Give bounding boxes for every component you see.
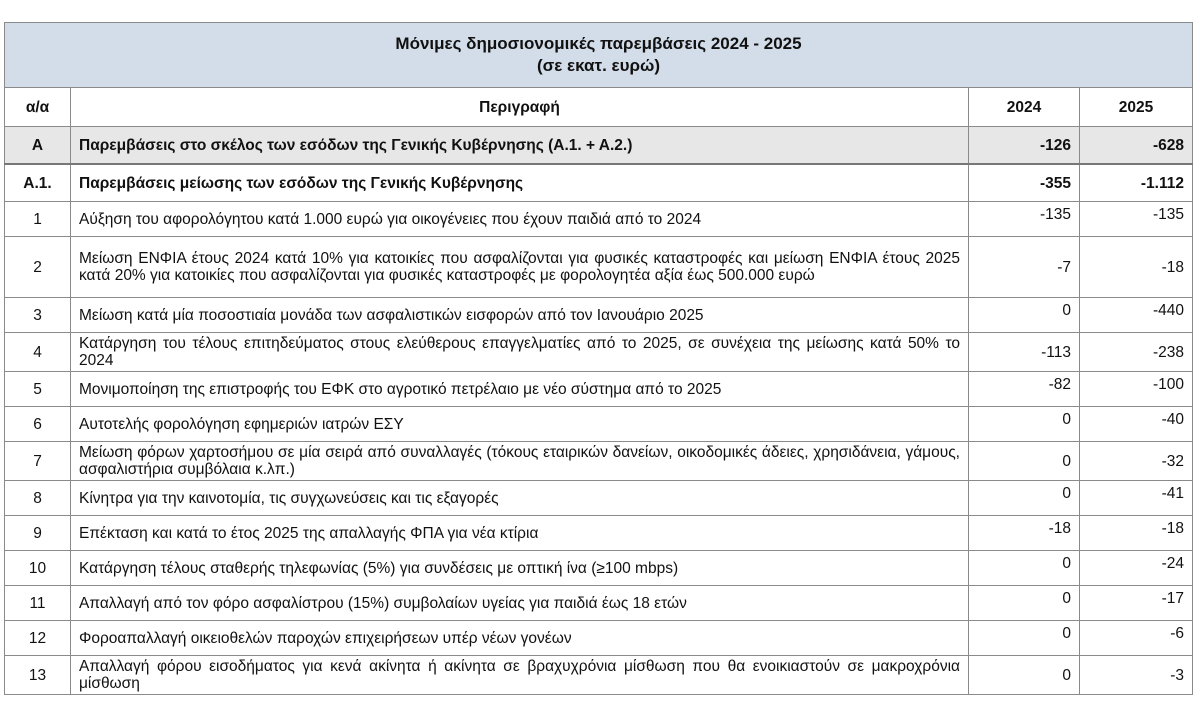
group-description: Παρεμβάσεις στο σκέλος των εσόδων της Γενικής Κυβέρνησης (Α.1. + Α.2.) <box>71 127 969 165</box>
group-row <box>5 127 1193 165</box>
row-index: 4 <box>5 333 71 372</box>
row-value-2024: 0 <box>969 298 1080 333</box>
row-description: Μονιμοποίηση της επιστροφής του ΕΦΚ στο αγροτικό πετρέλαιο με νέο σύστημα από το 2025 <box>71 372 969 407</box>
row-description: Επέκταση και κατά το έτος 2025 της απαλλαγής ΦΠΑ για νέα κτίρια <box>71 516 969 551</box>
header-2025: 2025 <box>1080 88 1193 127</box>
row-value-2025: -440 <box>1080 298 1193 333</box>
row-description: Μείωση φόρων χαρτοσήμου σε μία σειρά από συναλλαγές (τόκους εταιρικών δανείων, οικοδομικές άδειες, χρησιδάνεια, γάμους, ασφαλιστήρια συμβόλαια κ.λπ.) <box>71 442 969 481</box>
row-value-2025: -100 <box>1080 372 1193 407</box>
table-row <box>5 481 1193 516</box>
group-index: Α <box>5 127 71 165</box>
row-index: 5 <box>5 372 71 407</box>
row-index: 11 <box>5 586 71 621</box>
row-value-2025: -6 <box>1080 621 1193 656</box>
row-index: 13 <box>5 656 71 695</box>
subgroup-description: Παρεμβάσεις μείωσης των εσόδων της Γενικής Κυβέρνησης <box>71 164 969 202</box>
row-description: Απαλλαγή από τον φόρο ασφαλίστρου (15%) συμβολαίων υγείας για παιδιά έως 18 ετών <box>71 586 969 621</box>
row-value-2025: -17 <box>1080 586 1193 621</box>
row-value-2025: -238 <box>1080 333 1193 372</box>
fiscal-table-container <box>4 22 1192 695</box>
row-value-2025: -135 <box>1080 202 1193 237</box>
table-title-text: Μόνιμες δημοσιονομικές παρεμβάσεις 2024 - 2025 <box>395 34 802 53</box>
row-value-2025: -18 <box>1080 516 1193 551</box>
row-value-2024: 0 <box>969 586 1080 621</box>
row-value-2025: -24 <box>1080 551 1193 586</box>
row-description: Απαλλαγή φόρου εισοδήματος για κενά ακίνητα ή ακίνητα σε βραχυχρόνια μίσθωση που θα ενοικιαστούν σε μακροχρόνια μίσθωση <box>71 656 969 695</box>
row-index: 7 <box>5 442 71 481</box>
row-value-2024: 0 <box>969 407 1080 442</box>
table-row <box>5 237 1193 298</box>
row-description: Κατάργηση του τέλους επιτηδεύματος στους ελεύθερους επαγγελματίες από το 2025, σε συνέχεια της μείωσης κατά 50% το 2024 <box>71 333 969 372</box>
row-value-2024: -82 <box>969 372 1080 407</box>
header-2024: 2024 <box>969 88 1080 127</box>
row-description: Αυτοτελής φορολόγηση εφημεριών ιατρών ΕΣΥ <box>71 407 969 442</box>
header-description: Περιγραφή <box>71 88 969 127</box>
table-row <box>5 298 1193 333</box>
row-value-2024: 0 <box>969 481 1080 516</box>
row-index: 6 <box>5 407 71 442</box>
row-index: 8 <box>5 481 71 516</box>
row-description: Μείωση κατά μία ποσοστιαία μονάδα των ασφαλιστικών εισφορών από τον Ιανουάριο 2025 <box>71 298 969 333</box>
row-description: Μείωση ΕΝΦΙΑ έτους 2024 κατά 10% για κατοικίες που ασφαλίζονται για φυσικές καταστροφές και μείωση ΕΝΦΙΑ έτους 2025 κατά 20% για κατοικίες που ασφαλίζονται για φυσικές καταστροφές με φορολογητέα αξία έως 500.000 ευρώ <box>71 237 969 298</box>
row-value-2025: -40 <box>1080 407 1193 442</box>
row-description: Κίνητρα για την καινοτομία, τις συγχωνεύσεις και τις εξαγορές <box>71 481 969 516</box>
row-value-2024: -7 <box>969 237 1080 298</box>
row-value-2025: -41 <box>1080 481 1193 516</box>
row-value-2024: 0 <box>969 442 1080 481</box>
row-index: 10 <box>5 551 71 586</box>
header-index: α/α <box>5 88 71 127</box>
subgroup-value-2025: -1.112 <box>1080 164 1193 202</box>
table-header-row <box>5 88 1193 127</box>
row-value-2025: -32 <box>1080 442 1193 481</box>
row-index: 12 <box>5 621 71 656</box>
table-row <box>5 407 1193 442</box>
table-row <box>5 621 1193 656</box>
row-description: Φοροαπαλλαγή οικειοθελών παροχών επιχειρήσεων υπέρ νέων γονέων <box>71 621 969 656</box>
subgroup-index: Α.1. <box>5 164 71 202</box>
table-row <box>5 516 1193 551</box>
subgroup-value-2024: -355 <box>969 164 1080 202</box>
group-value-2024: -126 <box>969 127 1080 165</box>
row-value-2024: 0 <box>969 656 1080 695</box>
row-description: Αύξηση του αφορολόγητου κατά 1.000 ευρώ για οικογένειες που έχουν παιδιά από το 2024 <box>71 202 969 237</box>
table-row <box>5 202 1193 237</box>
row-index: 1 <box>5 202 71 237</box>
table-subtitle-text: (σε εκατ. ευρώ) <box>536 56 661 75</box>
table-title-row <box>5 23 1193 88</box>
group-value-2025: -628 <box>1080 127 1193 165</box>
row-index: 9 <box>5 516 71 551</box>
row-index: 2 <box>5 237 71 298</box>
row-value-2025: -3 <box>1080 656 1193 695</box>
table-row <box>5 586 1193 621</box>
table-row <box>5 372 1193 407</box>
row-index: 3 <box>5 298 71 333</box>
table-row <box>5 656 1193 695</box>
table-title <box>5 23 1193 88</box>
row-value-2024: 0 <box>969 551 1080 586</box>
subgroup-row <box>5 164 1193 202</box>
row-value-2024: -18 <box>969 516 1080 551</box>
row-value-2025: -18 <box>1080 237 1193 298</box>
row-description: Κατάργηση τέλους σταθερής τηλεφωνίας (5%) για συνδέσεις με οπτική ίνα (≥100 mbps) <box>71 551 969 586</box>
row-value-2024: 0 <box>969 621 1080 656</box>
table-row <box>5 551 1193 586</box>
fiscal-interventions-table <box>4 22 1193 695</box>
row-value-2024: -135 <box>969 202 1080 237</box>
row-value-2024: -113 <box>969 333 1080 372</box>
table-row <box>5 442 1193 481</box>
table-row <box>5 333 1193 372</box>
